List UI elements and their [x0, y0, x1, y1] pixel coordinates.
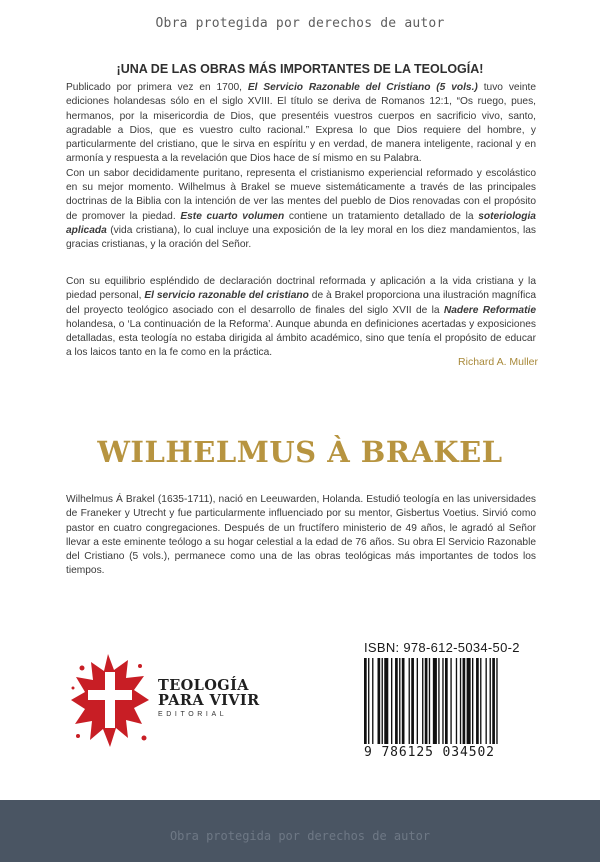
isbn-label: ISBN: 978-612-5034-50-2	[364, 640, 520, 655]
publisher-logo	[70, 650, 260, 750]
barcode-bar	[496, 658, 497, 744]
barcode-bar	[384, 658, 388, 744]
barcode-bar	[456, 658, 457, 744]
publisher-line-1: TEOLOGÍA	[158, 677, 249, 694]
barcode-bar	[429, 658, 430, 744]
barcode-bar	[467, 658, 471, 744]
barcode-bar	[492, 658, 495, 744]
publisher-name	[158, 678, 260, 718]
barcode-bar	[402, 658, 405, 744]
intro-paragraph-2: Con un sabor decididamente puritano, representa el cristianismo experiencial reformado y escolástico en su mejor momento. Wilhelmus à Brakel se mueve sistemáticamente a través de las principales doctrinas de la Biblia con la intención de ver las mentes del pueblo de Dios renovadas con el propósito de promover la piedad. Este cuarto volumen contiene un tratamiento detallado de la soteriologia aplicada (vida cristiana), lo cual incluye una exposición de la ley moral en los diez mandamientos, las gracias cristianas, y la oración del Señor.	[66, 167, 536, 251]
quote-book-title: El servicio razonable del cristiano	[144, 290, 309, 302]
soteriology-emphasis: soteriologia aplicada	[66, 210, 536, 236]
barcode-bar	[395, 658, 398, 744]
barcode-bar	[368, 658, 369, 744]
barcode-bar	[425, 658, 428, 744]
publisher-line-3: EDITORIAL	[158, 711, 228, 718]
barcode-bar	[476, 658, 479, 744]
copyright-watermark-top: Obra protegida por derechos de autor	[155, 16, 445, 31]
barcode-bar	[486, 658, 487, 744]
author-title: WILHELMUS À BRAKEL	[97, 435, 503, 469]
barcode-bar	[378, 658, 381, 744]
publisher-line-2: PARA VIVIR	[158, 692, 260, 709]
barcode-bar	[399, 658, 400, 744]
barcode-bar	[463, 658, 466, 744]
quote-paragraph: Con su equilibrio espléndido de declaración doctrinal reformada y aplicación a la vida cristiana y la piedad personal, El servicio razonable del cristiano de à Brakel proporciona una ilustración magnífica del proyecto teológico asociado con el desarrollo de finales del siglo XVII de la Nadere Reformatie holandesa, o ‘La continuación de la Reforma’. Aunque abunda en definiciones acertadas y exposiciones detalladas, esta teología no estaba dirigida al ámbito académico, sino que tenía el propósito de educar a los laicos tanto en la fe como en la práctica.	[66, 276, 536, 359]
barcode-bar	[391, 658, 392, 744]
quote-movement-name: Nadere Reformatie	[443, 304, 536, 316]
barcode-bar	[433, 658, 437, 744]
author-biography	[66, 493, 536, 579]
barcode-bar	[438, 658, 439, 744]
barcode-bar	[460, 658, 461, 744]
barcode-digits: 9 786125 034502	[364, 745, 495, 760]
intro-section	[66, 81, 536, 253]
barcode-bar	[480, 658, 481, 744]
red-cross-splash-icon	[70, 650, 150, 750]
barcode-bar	[450, 658, 451, 744]
barcode-bar	[445, 658, 448, 744]
barcode-bar	[409, 658, 410, 744]
barcode-bars	[364, 658, 542, 746]
volume-emphasis: Este cuarto volumen	[180, 210, 285, 222]
quote-attribution: Richard A. Muller	[458, 356, 538, 368]
endorsement-quote	[66, 275, 536, 361]
barcode-bar	[422, 658, 423, 744]
barcode-bar	[472, 658, 473, 744]
series-title: El Servicio Razonable del Cristiano (5 vols.)	[247, 82, 478, 93]
copyright-watermark-bottom: Obra protegida por derechos de autor	[169, 829, 431, 843]
barcode-bar	[364, 658, 367, 744]
barcode-bar	[372, 658, 373, 744]
headline: ¡UNA DE LAS OBRAS MÁS IMPORTANTES DE LA TEOLOGÍA!	[116, 62, 484, 76]
intro-paragraph-1: Publicado por primera vez en 1700, El Servicio Razonable del Cristiano (5 vols.) tuvo veinte ediciones holandesas sólo en el siglo XVIII. El título se deriva de Romanos 12:1, “Os ruego, pues, hermanos, por la misericordia de Dios, que presentéis vuestros cuerpos en sacrificio vivo, santo, agradable a Dios, que es vuestro culto racional.” Expresa lo que Dios requiere del hombre, y particularmente del cristiano, que le sirva en espíritu y en verdad, de manera inteligente, racional y en armonía y respuesta a la revelación que Dios hace de sí mismo en su Palabra.	[66, 82, 536, 165]
barcode-bar	[442, 658, 443, 744]
isbn-barcode	[364, 640, 542, 765]
barcode-bar	[382, 658, 383, 744]
barcode-bar	[417, 658, 418, 744]
barcode-bar	[490, 658, 491, 744]
bio-paragraph: Wilhelmus Á Brakel (1635-1711), nació en Leeuwarden, Holanda. Estudió teología en las universidades de Franeker y Utrecht y fue particularmente influenciado por su mentor, Gisbertus Voetius. Sirvió como pastor en cuatro congregaciones. Después de un fructífero ministerio de 49 años, le agradó al Señor llevar a este eminente teólogo a su hogar celestial a la edad de 76 años. Su obra El Servicio Razonable del Cristiano (5 vols.), permanece como una de las obras teológicas más importantes de todos los tiempos.	[66, 494, 536, 577]
barcode-bar	[411, 658, 414, 744]
